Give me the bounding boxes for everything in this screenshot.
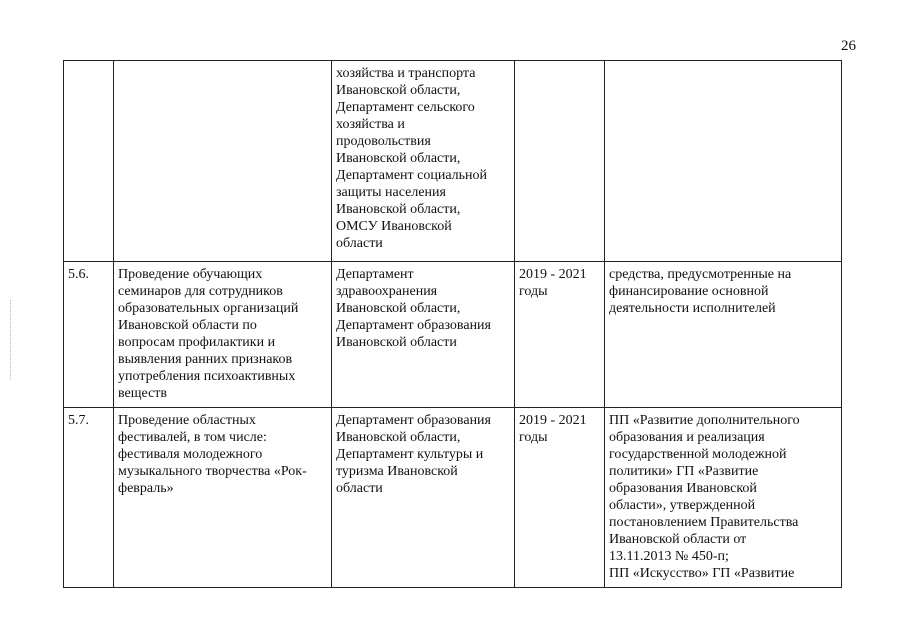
cell-executors [332, 408, 515, 588]
cell-name [114, 408, 332, 588]
cell-term [515, 408, 605, 588]
measure-line: выявления ранних признаков [118, 352, 293, 367]
cell-term [515, 262, 605, 408]
row-number: 5.7. [68, 413, 89, 428]
source-line: государственной молодежной [609, 447, 787, 462]
source-line: Ивановской области от [609, 532, 747, 547]
measures-table [63, 60, 842, 588]
term-line: 2019 - 2021 [519, 413, 587, 428]
cell-executors [332, 61, 515, 262]
measure-line: февраль» [118, 481, 174, 496]
measure-line: фестиваля молодежного [118, 447, 263, 462]
source-line: ПП «Искусство» ГП «Развитие [609, 566, 795, 581]
executor-line: Ивановской области, [336, 301, 461, 316]
source-line: образования Ивановской [609, 481, 757, 496]
measure-line: образовательных организаций [118, 301, 299, 316]
page-number: 26 [841, 38, 856, 54]
executor-line: Департамент культуры и [336, 447, 484, 462]
row-number: 5.6. [68, 267, 89, 282]
executor-line: Ивановской области, [336, 83, 461, 98]
source-line: деятельности исполнителей [609, 301, 776, 316]
executor-line: продовольствия [336, 134, 431, 149]
measure-line: вопросам профилактики и [118, 335, 276, 350]
measure-line: фестивалей, в том числе: [118, 430, 267, 445]
executor-line: ОМСУ Ивановской [336, 219, 452, 234]
table-row [64, 61, 842, 262]
cell-executors [332, 262, 515, 408]
executor-line: защиты населения [336, 185, 446, 200]
measure-line: семинаров для сотрудников [118, 284, 283, 299]
term-line: годы [519, 430, 548, 445]
executor-line: Департамент образования [336, 413, 491, 428]
executor-line: Департамент социальной [336, 168, 488, 183]
cell-source [605, 408, 842, 588]
source-line: политики» ГП «Развитие [609, 464, 759, 479]
term-line: 2019 - 2021 [519, 267, 587, 282]
cell-num [64, 408, 114, 588]
executor-line: Ивановской области, [336, 430, 461, 445]
executor-line: Ивановской области, [336, 202, 461, 217]
source-line: финансирование основной [609, 284, 769, 299]
executor-line: здравоохранения [336, 284, 438, 299]
measure-line: Проведение обучающих [118, 267, 263, 282]
source-line: 13.11.2013 № 450-п; [609, 549, 729, 564]
cell-source [605, 262, 842, 408]
cell-name [114, 262, 332, 408]
executor-line: Департамент сельского [336, 100, 475, 115]
measure-line: Проведение областных [118, 413, 256, 428]
term-line: годы [519, 284, 548, 299]
executor-line: Департамент [336, 267, 414, 282]
executor-line: Департамент образования [336, 318, 491, 333]
cell-num [64, 262, 114, 408]
cell-num [64, 61, 114, 262]
executor-line: хозяйства и транспорта [336, 66, 476, 81]
source-line: области», утвержденной [609, 498, 756, 513]
cell-term [515, 61, 605, 262]
executor-line: туризма Ивановской [336, 464, 458, 479]
measure-line: музыкального творчества «Рок- [118, 464, 307, 479]
source-line: образования и реализация [609, 430, 765, 445]
cell-name [114, 61, 332, 262]
measures-table-body [64, 61, 842, 588]
measure-line: употребления психоактивных [118, 369, 296, 384]
cell-source [605, 61, 842, 262]
source-line: ПП «Развитие дополнительного [609, 413, 800, 428]
table-row [64, 408, 842, 588]
executor-line: области [336, 236, 383, 251]
executor-line: Ивановской области [336, 335, 457, 350]
measure-line: Ивановской области по [118, 318, 257, 333]
executor-line: хозяйства и [336, 117, 405, 132]
executor-line: Ивановской области, [336, 151, 461, 166]
scan-margin-marks [10, 300, 13, 380]
source-line: средства, предусмотренные на [609, 267, 792, 282]
source-line: постановлением Правительства [609, 515, 799, 530]
measure-line: веществ [118, 386, 168, 401]
executor-line: области [336, 481, 383, 496]
table-row [64, 262, 842, 408]
